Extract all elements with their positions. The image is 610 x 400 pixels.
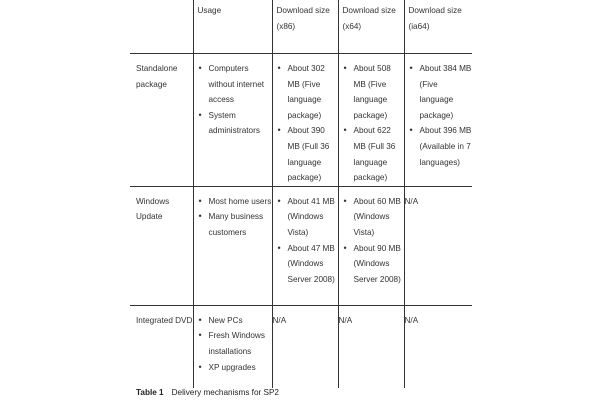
x64-cell — [338, 54, 404, 187]
list-item: • About 47 MB (Windows Server 2008) — [273, 241, 338, 288]
list-item: • Many business customers — [194, 209, 272, 240]
list-item: • XP upgrades — [194, 360, 272, 376]
row-label: Integrated DVD — [130, 305, 193, 388]
row-label: Standalone package — [130, 54, 193, 187]
usage-list — [194, 313, 272, 375]
list-item: • New PCs — [194, 313, 272, 329]
list-item: • Most home users — [194, 194, 272, 210]
header-cell-corner — [130, 0, 193, 54]
usage-list — [194, 194, 272, 241]
header-cell-ia64: Download size (ia64) — [404, 0, 472, 54]
row-label: Windows Update — [130, 186, 193, 305]
table-row — [130, 305, 472, 388]
list-item: • About 302 MB (Five language package) — [273, 61, 338, 123]
x64-list — [339, 194, 404, 288]
x86-cell — [272, 186, 338, 305]
header-cell-x64: Download size (x64) — [338, 0, 404, 54]
table-row — [130, 186, 472, 305]
ia64-cell — [404, 54, 472, 187]
list-item: • About 41 MB (Windows Vista) — [273, 194, 338, 241]
x86-list — [273, 194, 338, 288]
header-cell-usage: Usage — [193, 0, 272, 54]
table-header-row — [130, 0, 472, 54]
x86-cell — [272, 54, 338, 187]
x64-cell — [338, 186, 404, 305]
usage-cell — [193, 186, 272, 305]
usage-cell — [193, 305, 272, 388]
table-row — [130, 54, 472, 187]
list-item: • About 90 MB (Windows Server 2008) — [339, 241, 404, 288]
list-item: • About 384 MB (Five language package) — [405, 61, 473, 123]
list-item: • About 508 MB (Five language package) — [339, 61, 404, 123]
list-item: • About 622 MB (Full 36 language package) — [339, 123, 404, 185]
list-item: • About 390 MB (Full 36 language package) — [273, 123, 338, 185]
caption-text: Delivery mechanisms for SP2 — [171, 388, 279, 397]
header-cell-x86: Download size (x86) — [272, 0, 338, 54]
ia64-cell: N/A — [404, 305, 472, 388]
usage-cell — [193, 54, 272, 187]
table-caption — [136, 388, 279, 397]
list-item: • System administrators — [194, 108, 272, 139]
ia64-list — [405, 61, 473, 170]
ia64-cell: N/A — [404, 186, 472, 305]
x64-cell: N/A — [338, 305, 404, 388]
delivery-mechanisms-table — [130, 0, 472, 388]
list-item: • About 60 MB (Windows Vista) — [339, 194, 404, 241]
caption-number: Table 1 — [136, 388, 164, 397]
x86-list — [273, 61, 338, 186]
list-item: • Fresh Windows installations — [194, 328, 272, 359]
usage-list — [194, 61, 272, 139]
x86-cell: N/A — [272, 305, 338, 388]
list-item: • Computers without internet access — [194, 61, 272, 108]
x64-list — [339, 61, 404, 186]
list-item: • About 396 MB (Available in 7 languages) — [405, 123, 473, 170]
